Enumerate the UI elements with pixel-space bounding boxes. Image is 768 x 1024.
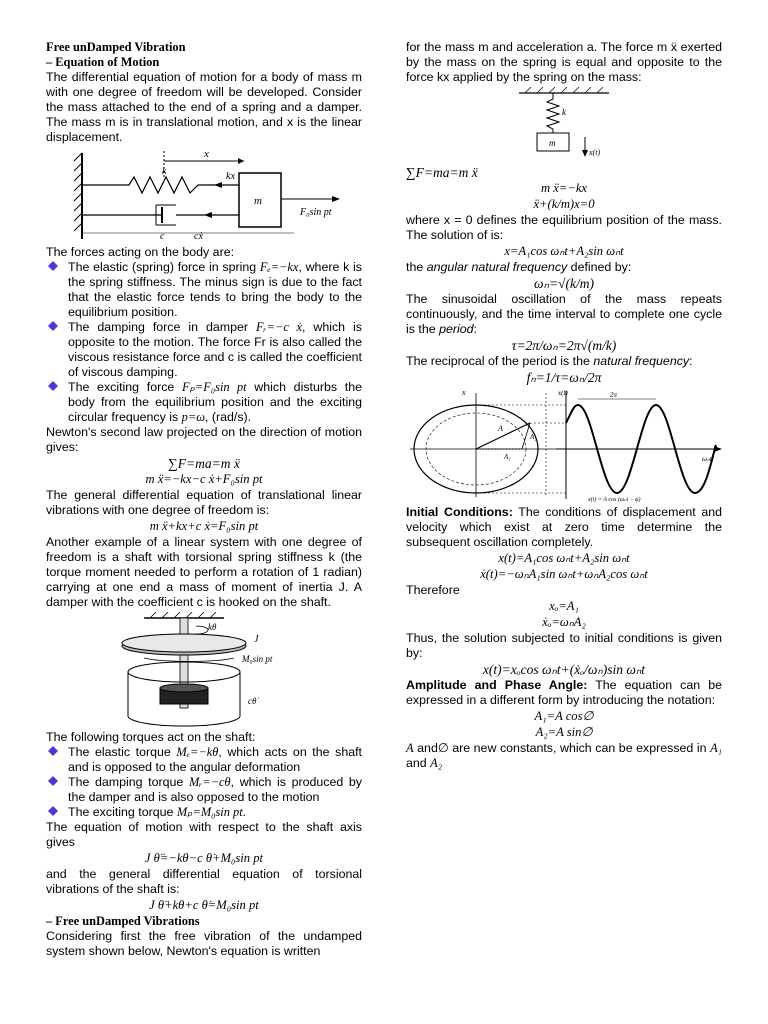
fig4-curve-label: x(t) = A cos (ωₙt − φ) (588, 497, 641, 503)
bullet-text: The damping torque (68, 775, 184, 789)
bullet-equation: Fᵣ=−c ẋ (255, 320, 302, 334)
paragraph-solution: Thus, the solution subjected to initial conditions is given by: (406, 631, 722, 660)
equation: A₁=A cos∅ (534, 709, 594, 723)
italic-term: period (439, 322, 474, 336)
paragraph-shaft: Another example of a linear system with one degree of freedom is a shaft with torsional spring stiffness k (the torque moment needed to perform a rotation of 1 radian) carrying at one end a mass of moment of inertia J. A damper with the coefficient c is hooked on the shaft. (46, 535, 362, 609)
bullet-text: , which is opposite to the motion. The force Fr is also called the viscous resistance force and c is called the coefficient of viscous damping. (68, 320, 362, 379)
bullet-text: , which is produced by the damper and is also opposed to the motion (68, 775, 362, 804)
list-item (46, 320, 362, 380)
diamond-bullet-icon (48, 381, 58, 391)
equation: ωₙ=√(k/m) (534, 276, 594, 291)
subsection-free-undamped: – Free unDamped Vibrations (46, 914, 200, 928)
fig4-A-label: A (498, 424, 503, 433)
fig4-twopi-label: 2π (610, 391, 618, 399)
paragraph-therefore: Therefore (406, 583, 460, 597)
fig4-xt-label: x(t) (558, 389, 568, 397)
fig4-x-label: x (462, 388, 466, 397)
spring-damper-mass-figure (54, 147, 354, 243)
fig3-m-label: m (549, 138, 556, 148)
bullet-text: which disturbs the body from the equilibrium position and the exciting circular frequency is (68, 380, 362, 424)
equation: τ=2π/ωₙ=2π√(m/k) (511, 338, 617, 353)
paragraph-equilibrium: where x = 0 defines the equilibrium position of the mass. The solution of is: (406, 213, 722, 242)
right-column (406, 40, 722, 771)
paragraph-general: The general differential equation of translational linear vibrations with one degree of freedom is: (46, 488, 362, 517)
equation: J θ̈+kθ+c θ̇=M₀sin pt (149, 898, 259, 912)
equation: ẋ(t)=−ωₙA₁sin ωₙt+ωₙA₂cos ωₙt (480, 567, 648, 581)
list-item (46, 260, 362, 320)
fig1-m-label: m (254, 195, 262, 207)
bullet-text: . (242, 805, 247, 819)
bullet-text: The elastic torque (68, 745, 171, 759)
bullet-equation: Fₚ=F₀sin pt (182, 380, 247, 394)
fig4-A1-label: A₁ (504, 453, 511, 461)
fig4-wt-label: ωₙt (702, 455, 712, 463)
fig1-force-label: F₀sin pt (300, 207, 332, 218)
paragraph-free-vibration: Considering first the free vibration of the undamped system shown below, Newton's equation is written (46, 929, 362, 958)
paragraph-torsional: and the general differential equation of torsional vibrations of the shaft is: (46, 867, 362, 896)
fig3-k-label: k (562, 107, 566, 117)
subsection-equation-of-motion: – Equation of Motion (46, 55, 160, 69)
paragraph-constants (406, 741, 722, 771)
paragraph-angular-freq (406, 260, 722, 275)
diamond-bullet-icon (48, 776, 58, 786)
bold-heading: Amplitude and Phase Angle: (406, 678, 588, 692)
torsional-shaft-figure (104, 612, 304, 728)
bullet-equation: p=ω (181, 410, 205, 424)
diamond-bullet-icon (48, 321, 58, 331)
fig2-ktheta-label: kθ (208, 622, 217, 632)
forces-list (46, 260, 362, 425)
paragraph-torques: The following torques act on the shaft: (46, 730, 256, 744)
math-symbol: A₁ (710, 741, 722, 755)
bullet-text: The exciting torque (68, 805, 174, 819)
equation: ∑F=ma=m ẍ (406, 165, 478, 180)
equation: m ẍ=−kx−c ẋ+F₀sin pt (145, 472, 263, 486)
fig1-x-label: x (204, 148, 209, 160)
fig1-kx-label: kx (226, 171, 235, 182)
hanging-mass-figure (509, 87, 619, 163)
italic-term: angular natural frequency (426, 260, 568, 274)
equation: x(t)=xₒcos ωₙt+(ẋₒ/ωₙ)sin ωₙt (482, 662, 646, 677)
paragraph-shaft-axis: The equation of motion with respect to the shaft axis gives (46, 820, 362, 849)
math-symbol: A₂ (430, 756, 443, 770)
paragraph-amplitude (406, 678, 722, 708)
diamond-bullet-icon (48, 746, 58, 756)
bullet-text: The elastic (spring) force in spring (68, 260, 257, 274)
paragraph-forces: The forces acting on the body are: (46, 245, 235, 259)
paragraph-initial-conditions (406, 505, 722, 550)
bullet-text: The damping force in damper (68, 320, 248, 334)
italic-term: natural frequency (593, 354, 690, 368)
list-item (46, 805, 362, 820)
bold-heading: Initial Conditions: (406, 505, 513, 519)
bullet-equation: Mₚ=M₀sin pt (176, 805, 243, 819)
list-item (46, 745, 362, 775)
equation: xₒ=A₁ (549, 599, 579, 613)
list-item (46, 380, 362, 425)
text: The conditions of displacement and velocity which exist at zero time determine the subsequent oscillation completely. (406, 505, 722, 549)
equation: J θ̈=−kθ−c θ̇+M₀sin pt (144, 851, 264, 865)
equation: A₂=A sin∅ (535, 725, 593, 739)
paragraph-mass-force: for the mass m and acceleration a. The force m ẍ exerted by the mass on the spring is equal and opposite to the force kx applied by the spring on the mass: (406, 40, 722, 84)
equation: ẍ+(k/m)x=0 (533, 197, 595, 211)
bullet-equation: Mᵣ=−cθ (188, 775, 231, 789)
text: The equation can be expressed in a different form by introducing the notation: (406, 678, 722, 707)
bullet-equation: Mₑ=−kθ (176, 745, 219, 759)
fig2-M-label: M₀sin pt (242, 654, 273, 664)
paragraph-intro: The differential equation of motion for a body of mass m with one degree of freedom will be developed. Consider the mass attached to the end of a spring and a damper. The mass m is in translational motion, and x is the linear displacement. (46, 70, 362, 144)
fig1-cxdot-label: cẋ (194, 231, 203, 242)
list-item (46, 775, 362, 805)
text: and∅ are new constants, which can be expressed in (417, 741, 707, 755)
text: the (406, 260, 424, 274)
section-title: Free unDamped Vibration (46, 40, 186, 54)
equation: ∑F=ma=m ẍ (168, 456, 240, 471)
fig2-ctheta-label: cθ̇ (248, 696, 257, 706)
paragraph-natural-freq (406, 354, 722, 369)
bullet-text: , where k is the spring stiffness. The minus sign is due to the fact that the elastic force tends to bring the body to the equilibrium position. (68, 260, 362, 319)
math-symbol: A (406, 741, 414, 755)
text: defined by: (570, 260, 632, 274)
bullet-text: , which acts on the shaft and is opposed to the angular deformation (68, 745, 362, 774)
text: The reciprocal of the period is the (406, 354, 590, 368)
equation: m ẍ+kx+c ẋ=F₀sin pt (149, 519, 259, 533)
text: The sinusoidal oscillation of the mass repeats continuously, and the time interval to complete one cycle is the (406, 292, 722, 336)
text: and (406, 756, 427, 770)
equation: ẋₒ=ωₙA₂ (542, 615, 586, 629)
torques-list (46, 745, 362, 820)
diamond-bullet-icon (48, 806, 58, 816)
bullet-text: The exciting force (68, 380, 175, 394)
text: : (689, 354, 693, 368)
paragraph-period (406, 292, 722, 337)
text: : (473, 322, 477, 336)
equation: x(t)=A₁cos ωₙt+A₂sin ωₙt (498, 551, 630, 565)
left-column (46, 40, 362, 959)
equation: m ẍ=−kx (540, 181, 587, 195)
fig4-A2-label: A₂ (530, 433, 537, 441)
equation: fₙ=1/τ=ωₙ/2π (526, 370, 602, 385)
bullet-text: , (rad/s). (204, 410, 252, 424)
fig1-k-label: k (162, 166, 167, 177)
diamond-bullet-icon (48, 261, 58, 271)
fig2-J-label: J (254, 634, 259, 645)
equation: x=A₁cos ωₙt+A₂sin ωₙt (504, 244, 624, 258)
phasor-sine-figure (406, 387, 722, 503)
bullet-equation: Fₑ=−kx (259, 260, 299, 274)
fig1-c-label: c (160, 231, 165, 242)
paragraph-newton: Newton's second law projected on the direction of motion gives: (46, 425, 362, 454)
fig3-xt-label: x(t) (589, 148, 601, 157)
